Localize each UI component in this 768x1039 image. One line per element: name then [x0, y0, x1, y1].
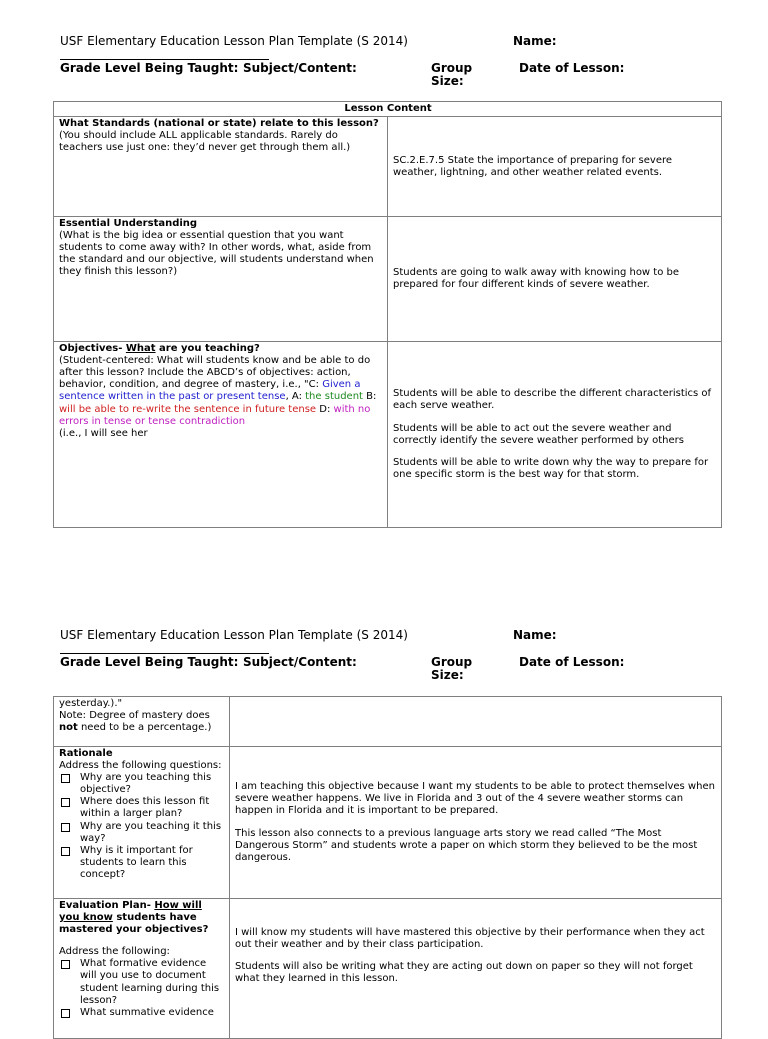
essential-description: (What is the big idea or essential question that you want students to come away with? In other words, what, aside from the standard and our objective, will students understand when they finish this lesson?)	[59, 230, 374, 278]
checkbox-icon	[61, 798, 70, 807]
list-item: Why is it important for students to learn this concept?	[59, 845, 225, 881]
standards-description: (You should include ALL applicable standards. Rarely do teachers use just one: they’d never get through them all.)	[59, 130, 351, 154]
objectives-continued-response	[230, 697, 722, 747]
objectives-row	[54, 342, 722, 528]
essential-response: Students are going to walk away with knowing how to be prepared for four different kinds of severe weather.	[388, 217, 722, 342]
date-of-lesson-label: Date of Lesson:	[519, 61, 625, 75]
objective-response: Students will be able to write down why the way to prepare for one specific storm is the best way for that storm.	[393, 456, 709, 480]
subject-content-label: Subject/Content:	[243, 655, 357, 669]
evaluation-intro: Address the following:	[59, 946, 170, 958]
grade-level-label: Grade Level Being Taught:	[60, 655, 239, 669]
objectives-continued-row	[54, 697, 722, 747]
objectives-description: (Student-centered: What will students know and be able to do after this lesson? Include the ABCD’s of objectives: action, behavior, condition, and degree of mastery, i.e., "C: Given a sentence written in the past or present tense, A: the student B: will be able to re-write the sentence in future tense D: with no errors in tense or tense contradiction	[59, 355, 377, 427]
rationale-intro: Address the following questions:	[59, 760, 222, 772]
checkbox-icon	[61, 847, 70, 856]
checkbox-icon	[61, 774, 70, 783]
objectives-response-cell	[388, 342, 722, 528]
title-underline	[60, 653, 269, 654]
evaluation-question-list	[59, 958, 225, 1018]
size-label: Size:	[431, 74, 464, 88]
checkbox-icon	[61, 823, 70, 832]
standards-label-cell	[54, 117, 388, 217]
checkbox-icon	[61, 1009, 70, 1018]
continuation-line: yesterday.)."	[59, 698, 123, 709]
evaluation-response: Students will also be writing what they are acting out down on paper so they will not forget what they learned in this lesson.	[235, 961, 693, 985]
checkbox-icon	[61, 960, 70, 969]
group-label: Group	[431, 61, 473, 75]
rationale-response: I am teaching this objective because I want my students to be able to protect themselves when severe weather happens. We live in Florida and 3 out of the 4 severe weather storms can happen in Florida and it is important to be prepared.	[235, 781, 715, 817]
rationale-question-list	[59, 772, 225, 881]
rationale-response-cell	[230, 747, 722, 899]
size-label: Size:	[431, 668, 464, 682]
standards-response: SC.2.E.7.5 State the importance of preparing for severe weather, lightning, and other weather related events.	[388, 117, 722, 217]
objective-response: Students will be able to act out the severe weather and correctly identify the severe weather performed by others	[393, 422, 684, 446]
lesson-content-table	[53, 101, 722, 528]
lesson-content-header: Lesson Content	[54, 102, 722, 117]
subject-content-label: Subject/Content:	[243, 61, 357, 75]
list-item: What formative evidence will you use to document student learning during this lesson?	[59, 958, 225, 1006]
lesson-content-table-continued	[53, 696, 722, 1039]
rationale-row	[54, 747, 722, 899]
template-title: USF Elementary Education Lesson Plan Template (S 2014)	[60, 34, 408, 48]
rationale-title: Rationale	[59, 748, 113, 759]
list-item: Why are you teaching it this way?	[59, 821, 225, 845]
group-label: Group	[431, 655, 473, 669]
rationale-label-cell	[54, 747, 230, 899]
list-item: What summative evidence	[59, 1007, 225, 1019]
objectives-title: Objectives- What are you teaching?	[59, 343, 260, 355]
essential-title: Essential Understanding	[59, 218, 198, 230]
standards-title: What Standards (national or state) relate to this lesson?	[59, 118, 379, 130]
list-item: Where does this lesson fit within a larger plan?	[59, 796, 225, 820]
grade-level-label: Grade Level Being Taught:	[60, 61, 239, 75]
date-of-lesson-label: Date of Lesson:	[519, 655, 625, 669]
objective-response: Students will be able to describe the different characteristics of each serve weather.	[393, 388, 712, 412]
title-underline	[60, 59, 269, 60]
evaluation-plan-row	[54, 899, 722, 1039]
standards-row	[54, 117, 722, 217]
evaluation-title: Evaluation Plan- How will you know students have mastered your objectives?	[59, 900, 209, 936]
evaluation-label-cell	[54, 899, 230, 1039]
evaluation-response-cell	[230, 899, 722, 1039]
mastery-note: Note: Degree of mastery does not need to be a percentage.)	[59, 710, 212, 734]
objectives-continued-cell	[54, 697, 230, 747]
objectives-description-end: (i.e., I will see her	[59, 427, 148, 439]
objectives-label-cell	[54, 342, 388, 528]
page-2	[0, 594, 768, 1024]
name-label: Name:	[513, 628, 557, 642]
evaluation-response: I will know my students will have mastered this objective by their performance when they act out their weather and by their class participation.	[235, 927, 705, 951]
name-label: Name:	[513, 34, 557, 48]
essential-label-cell	[54, 217, 388, 342]
essential-understanding-row	[54, 217, 722, 342]
template-title: USF Elementary Education Lesson Plan Template (S 2014)	[60, 628, 408, 642]
rationale-response: This lesson also connects to a previous language arts story we read called “The Most Dangerous Storm” and students wrote a paper on which storm they believed to be the most dangerous.	[235, 827, 698, 863]
list-item: Why are you teaching this objective?	[59, 772, 225, 796]
